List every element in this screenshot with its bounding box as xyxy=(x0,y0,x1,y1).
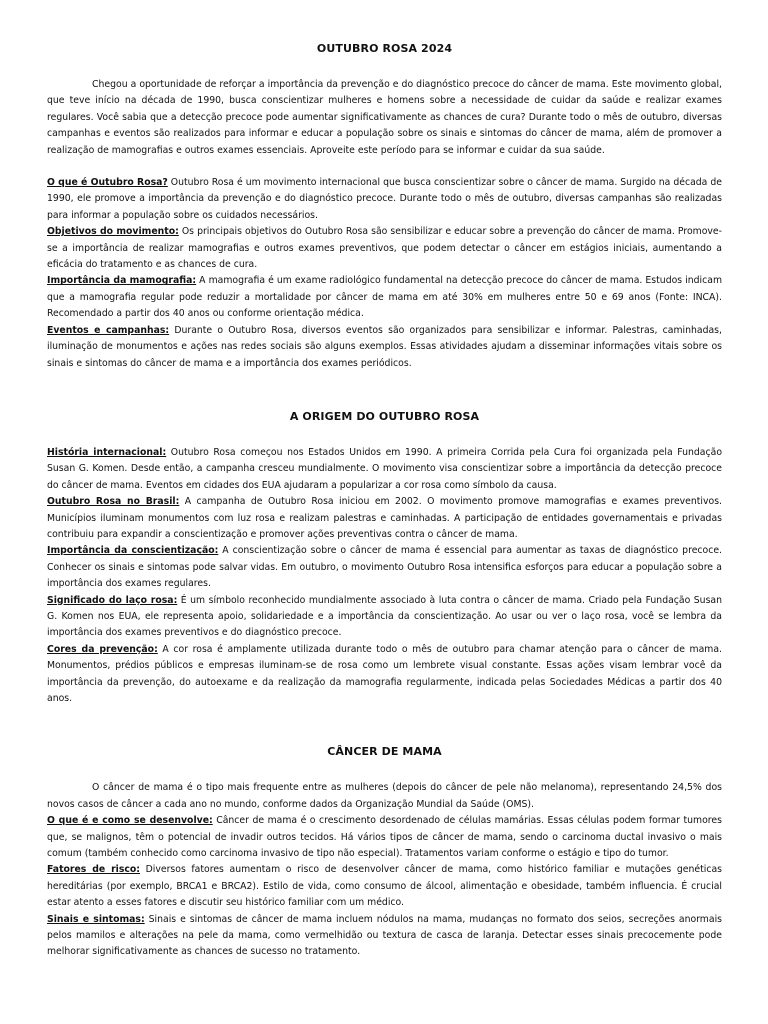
section-title-outubro-rosa-2024: OUTUBRO ROSA 2024 xyxy=(316,42,453,55)
paragraph-objetivos xyxy=(47,224,722,273)
paragraph-sinais xyxy=(47,912,722,961)
paragraph-label: Significado do laço rosa: xyxy=(47,594,178,606)
intro-paragraph: Chegou a oportunidade de reforçar a importância da prevenção e do diagnóstico precoce do câncer de mama. Este movimento global, que teve início na década de 1990, busca conscientizar mulheres e homens sobre a necessidade de cuidar da saúde e realizar exames regulares. Você sabia que a detecção precoce pode aumentar significativamente as chances de cura? Durante todo o mês de outubro, diversas campanhas e eventos são realizados para informar e educar a população sobre os sinais e sintomas do câncer de mama, além de promover a realização de mamografias e outros exames essenciais. Aproveite este período para se informar e cuidar da sua saúde. xyxy=(47,79,722,156)
paragraph-text: Durante o Outubro Rosa, diversos eventos são organizados para sensibilizar e informar. Palestras, caminhadas, iluminação de monumentos e ações nas redes sociais são alguns exemplos. Essas atividades ajudam a disseminar informações vitais sobre os sinais e sintomas do câncer de mama e a importância dos exames periódicos. xyxy=(47,324,722,369)
document-body xyxy=(47,38,722,961)
paragraph-text: A campanha de Outubro Rosa iniciou em 2002. O movimento promove mamografias e exames preventivos. Municípios iluminam monumentos com luz rosa e realizam palestras e caminhadas. A participação de entidades governamentais e privadas contribuiu para expandir a conscientização e promover ações preventivas contra o câncer de mama. xyxy=(47,496,722,540)
paragraph-text: É um símbolo reconhecido mundialmente associado à luta contra o câncer de mama. Criado pela Fundação Susan G. Komen nos EUA, ele representa apoio, solidariedade e a importância da conscientização. Ao usar ou ver o laço rosa, você se lembra da importância dos exames preventivos e do diagnóstico precoce. xyxy=(47,594,723,639)
paragraph-label: Outubro Rosa no Brasil: xyxy=(47,496,180,508)
paragraph-laco-rosa xyxy=(47,593,722,642)
paragraph-label: História internacional: xyxy=(47,446,167,458)
paragraph-label: Fatores de risco: xyxy=(47,864,141,876)
paragraph-text: Outubro Rosa é um movimento internacional que busca conscientizar sobre o câncer de mama. Surgido na década de 1990, ele promove a importância da prevenção e do diagnóstico precoce. Durante todo o mês de outubro, diversas campanhas são realizadas para informar a população sobre os cuidados necessários. xyxy=(47,177,722,221)
paragraph-text: Câncer de mama é o crescimento desordenado de células mamárias. Essas células podem formar tumores que, se malignos, têm o potencial de invadir outros tecidos. Há vários tipos de câncer de mama, sendo o carcinoma ductal invasivo o mais comum (também conhecido como carcinoma invasivo de tipo não especial). Tratamentos variam conforme o estágio e tipo do tumor. xyxy=(47,815,722,860)
paragraph-brasil xyxy=(47,494,722,543)
paragraph-text: A cor rosa é amplamente utilizada durante todo o mês de outubro para chamar atenção para o câncer de mama. Monumentos, prédios públicos e empresas iluminam-se de rosa como um lembrete visual constante. Essas ações visam lembrar você da importância da prevenção, do autoexame e da realização da mamografia regularmente, indicada pelas Sociedades Médicas a partir dos 40 anos. xyxy=(47,643,722,704)
section-title-cancer-de-mama: CÂNCER DE MAMA xyxy=(327,745,442,759)
paragraph-label: Eventos e campanhas: xyxy=(47,324,170,336)
paragraph-label: Objetivos do movimento: xyxy=(47,226,179,238)
paragraph-o-que-e-cancer xyxy=(47,813,722,862)
paragraph-cores xyxy=(47,642,722,708)
paragraph-label: Sinais e sintomas: xyxy=(47,913,145,925)
paragraph-conscientizacao xyxy=(47,543,722,592)
paragraph-label: Importância da mamografia: xyxy=(47,275,197,287)
paragraph-text: Outubro Rosa começou nos Estados Unidos em 1990. A primeira Corrida pela Cura foi organizada pela Fundação Susan G. Komen. Desde então, a campanha cresceu mundialmente. O movimento visa conscientizar sobre a importância da detecção precoce do câncer de mama. Eventos em cidades dos EUA ajudaram a popularizar a cor rosa como símbolo da causa. xyxy=(47,446,723,491)
paragraph-o-que-e xyxy=(47,175,722,224)
paragraph-text: Sinais e sintomas de câncer de mama incluem nódulos na mama, mudanças no formato dos seios, secreções anormais pelos mamilos e alterações na pele da mama, como vermelhidão ou textura de casca de laranja. Detectar esses sinais precocemente pode melhorar significativamente as chances de sucesso no tratamento. xyxy=(47,913,722,958)
paragraph-mamografia xyxy=(47,273,722,322)
paragraph-label: Cores da prevenção: xyxy=(47,643,158,655)
paragraph-label: O que é e como se desenvolve: xyxy=(47,815,213,827)
paragraph-text: A conscientização sobre o câncer de mama é essencial para aumentar as taxas de diagnóstico precoce. Conhecer os sinais e sintomas pode salvar vidas. Em outubro, o movimento Outubro Rosa intensifica esforços para educar a população sobre a importância dos exames regulares. xyxy=(47,545,723,590)
paragraph-label: O que é Outubro Rosa? xyxy=(47,177,168,189)
intro-paragraph: O câncer de mama é o tipo mais frequente entre as mulheres (depois do câncer de pele não melanoma), representando 24,5% dos novos casos de câncer a cada ano no mundo, conforme dados da Organização Mundial da Saúde (OMS). xyxy=(47,782,722,810)
paragraph-text: Diversos fatores aumentam o risco de desenvolver câncer de mama, como histórico familiar e mutações genéticas hereditárias (por exemplo, BRCA1 e BRCA2). Estilo de vida, como consumo de álcool, alimentação e obesidade, também influencia. É crucial estar atento a esses fatores e discutir seu histórico familiar com um médico. xyxy=(47,864,722,909)
paragraph-fatores xyxy=(47,862,722,911)
paragraph-label: Importância da conscientização: xyxy=(47,545,219,557)
paragraph-eventos xyxy=(47,323,722,372)
paragraph-text: A mamografia é um exame radiológico fundamental na detecção precoce do câncer de mama. Estudos indicam que a mamografia regular pode reduzir a mortalidade por câncer de mama em até 30% em mulheres entre 50 e 69 anos (Fonte: INCA). Recomendado a partir dos 40 anos ou conforme orientação médica. xyxy=(47,275,722,320)
section-title-origem: A ORIGEM DO OUTUBRO ROSA xyxy=(289,409,480,423)
paragraph-text: Os principais objetivos do Outubro Rosa são sensibilizar e educar sobre a prevenção do câncer de mama. Promove-se a importância de realizar mamografias e outros exames preventivos, que podem detectar o câncer em estágios iniciais, aumentando a eficácia do tratamento e as chances de cura. xyxy=(47,226,722,271)
paragraph-historia xyxy=(47,445,722,494)
